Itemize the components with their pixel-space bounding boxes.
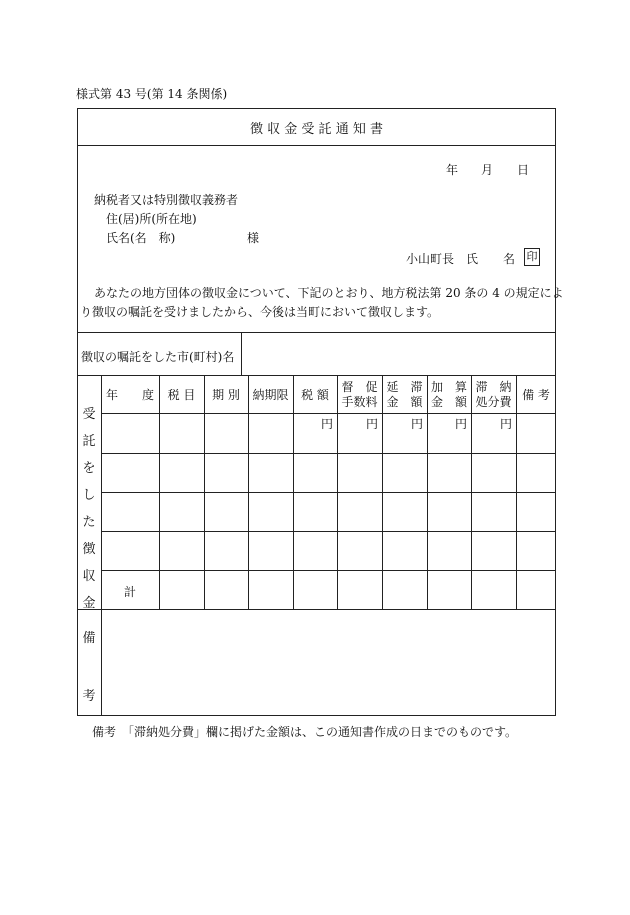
yen-tax-amount: 円	[320, 417, 333, 431]
header-add-2: 金 額	[430, 395, 467, 409]
received-label-char: 収	[82, 569, 96, 584]
body-text-line2: り徴収の嘱託を受けましたから、今後は当町において徴収します。	[80, 305, 440, 319]
remarks-divider	[101, 609, 102, 715]
total-label: 計	[124, 585, 137, 599]
received-label-char: 受	[82, 407, 96, 422]
header-reminder-fee-1: 督 促	[341, 380, 378, 394]
addressee-address: 住(居)所(所在地)	[106, 212, 197, 226]
received-label-char: た	[82, 515, 96, 530]
row-line-5	[101, 570, 556, 571]
row-line-3	[101, 492, 556, 493]
row-line-2	[101, 453, 556, 454]
frame-left	[77, 108, 78, 716]
header-reminder-fee-2: 手数料	[341, 395, 378, 409]
header-year: 年 度	[105, 388, 154, 402]
date-year: 年	[446, 163, 459, 177]
date-month: 月	[481, 163, 494, 177]
received-label-char: を	[82, 461, 96, 476]
header-remarks: 備 考	[522, 388, 550, 402]
frame-top	[77, 108, 556, 109]
sender-title: 小山町長 氏	[406, 252, 479, 266]
received-label-char: 徴	[82, 542, 96, 557]
header-add-1: 加 算	[430, 380, 467, 394]
header-late-1: 延 滞	[386, 380, 423, 394]
commission-divider	[241, 332, 242, 376]
addressee-name: 氏名(名 称)	[106, 231, 176, 245]
row-line-4	[101, 531, 556, 532]
commission-row-top	[77, 332, 556, 333]
header-tax-item: 税 目	[167, 388, 196, 402]
header-disposal-1: 滞 納	[475, 380, 512, 394]
received-label-char: 金	[82, 596, 96, 611]
sender-name-label: 名	[503, 252, 516, 266]
table-bottom	[77, 609, 556, 610]
yen-add: 円	[454, 417, 467, 431]
received-label-char: し	[82, 488, 96, 503]
seal-stamp: 印	[524, 248, 540, 266]
header-deadline: 納期限	[252, 388, 289, 402]
yen-late: 円	[410, 417, 423, 431]
date-day: 日	[517, 163, 530, 177]
footnote: 備考 「滞納処分費」欄に掲げた金額は、この通知書作成の日までのものです。	[92, 725, 518, 739]
frame-bottom	[77, 715, 556, 716]
document-title: 徴 収 金 受 託 通 知 書	[250, 122, 383, 137]
header-period: 期 別	[212, 388, 240, 402]
header-tax-amount: 税 額	[301, 388, 329, 402]
remarks-label-char: 考	[82, 689, 96, 704]
received-label-char: 託	[82, 434, 96, 449]
header-late-2: 金 額	[386, 395, 423, 409]
frame-right	[555, 108, 556, 716]
yen-reminder-fee: 円	[365, 417, 378, 431]
remarks-label-char: 備	[82, 631, 96, 646]
table-top	[77, 375, 556, 376]
addressee-honorific: 様	[247, 231, 260, 245]
addressee-heading: 納税者又は特別徴収義務者	[94, 193, 239, 207]
header-disposal-2: 処分費	[475, 395, 512, 409]
form-number: 様式第 43 号(第 14 条関係)	[76, 87, 228, 101]
yen-disposal: 円	[499, 417, 512, 431]
title-divider	[77, 145, 556, 146]
commission-label: 徴収の嘱託をした市(町村)名	[81, 350, 235, 364]
row-line-1	[101, 413, 556, 414]
body-text-line1: あなたの地方団体の徴収金について、下記のとおり、地方税法第 20 条の 4 の規定によ	[94, 286, 564, 300]
